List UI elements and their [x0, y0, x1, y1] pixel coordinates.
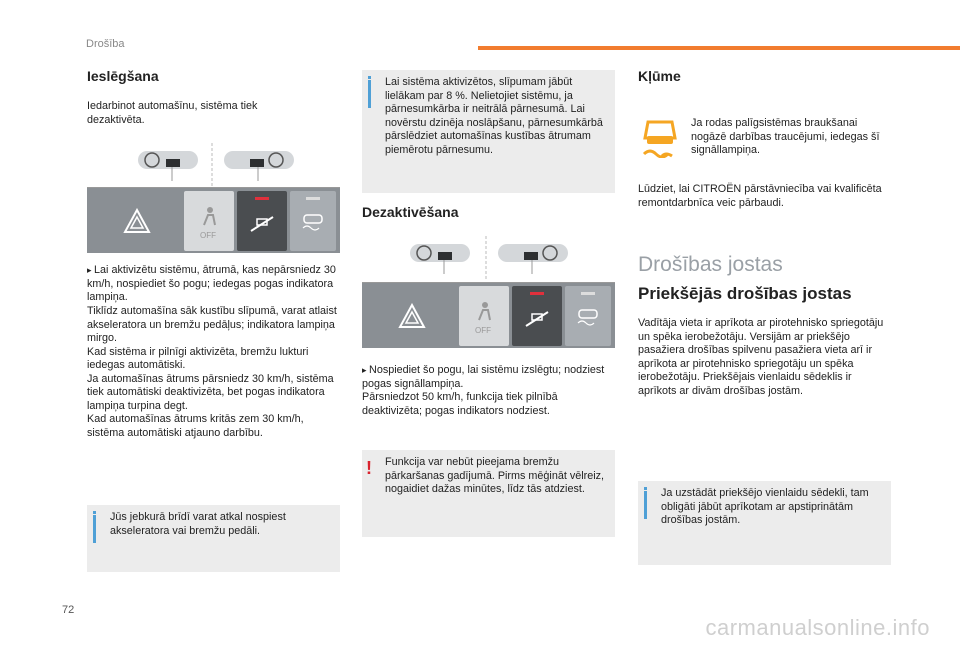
off-button: [184, 191, 234, 251]
off-label: OFF: [475, 326, 491, 335]
hazard-button: [366, 286, 456, 346]
hazard-triangle-icon: [123, 208, 151, 234]
stalk-illustration-1: [130, 143, 310, 187]
orange-header-bar: [478, 46, 960, 50]
col2-paragraph: Pārsniedzot 50 km/h, funkcija tiek pilnībā deaktivizēta; pogas indikators nodziest.: [362, 391, 558, 417]
col1-bullet: ▸ Lai aktivizētu sistēmu, ātrumā, kas nepārsniedz 30 km/h, nospiediet šo pogu; iedegas pogas indikatora lampiņa.: [87, 264, 336, 303]
hill-assist-button-active: [512, 286, 562, 346]
warning-icon: !: [366, 458, 372, 478]
hazard-triangle-icon: [398, 303, 426, 329]
col3-paragraph: Vadītāja vieta ir aprīkota ar pirotehnisko spriegotāju un spēka ierobežotāju. Versijām ar priekšējo pasažiera drošības spilvenu pasažiera vieta arī ir aprīkota ar pirotehnisko spriegotāju un spēka ierobežotāju. Priekšējais vienlaidu sēdeklis ir aprīkots ar divām drošības jostām.: [638, 317, 884, 397]
off-button: [459, 286, 509, 346]
hill-assist-fault-icon: [642, 118, 678, 158]
col3-info-box: Ja uzstādāt priekšējo vienlaidu sēdekli, tam obligāti jābūt aprīkotam ar apstiprinātām drošības jostām.: [638, 481, 891, 565]
col2-bullet: ▸ Nospiediet šo pogu, lai sistēmu izslēgtu; nodziest pogas signāllampiņa.: [362, 364, 605, 390]
col3-fault-action: Lūdziet, lai CITROËN pārstāvniecība vai kvalificēta remontdarbnīca veic pārbaudi.: [638, 183, 882, 209]
hill-assist-button-active: [237, 191, 287, 251]
hill-assist-icon: [249, 211, 275, 233]
traction-control-icon: [300, 211, 326, 231]
col1-title: Ieslēgšana: [87, 68, 159, 84]
hazard-button: [91, 191, 181, 251]
col1-info-box: Jūs jebkurā brīdī varat atkal nospiest akseleratora vai bremžu pedāli.: [87, 505, 340, 572]
hill-assist-icon: [524, 306, 550, 328]
switch-panel-2: [362, 282, 615, 348]
stalk-illustration-2: [402, 236, 582, 280]
col1-body: Tiklīdz automašīna sāk kustību slīpumā, varat atlaist akseleratora un bremžu pedāļus; indikatora lampiņa mirgo. Kad sistēma ir pilnīgi aktivizēta, bremžu lukturi iedegas automātiski. Ja automašīnas ātrums pārsniedz 30 km/h, sistēma tiek automātiski deaktivizēta, bet pogas indikatora lampiņa turpina degt. Kad automašīnas ātrums kritās zem 30 km/h, sistēma automātiski atjauno darbību.: [87, 305, 337, 439]
col2-info-box: Lai sistēma aktivizētos, slīpumam jābūt lielākam par 8 %. Nelietojiet sistēmu, ja pārnesumkārba ir neitrālā pārnesumā. Lai novērstu dzinēja noslāpšanu, pārnesumkārbā pārslēdziet automašīnas kustības ātrumam piemērotu pārnesumu.: [362, 70, 615, 193]
col2-title: Dezaktivēšana: [362, 204, 459, 220]
section-tag: Drošība: [86, 38, 125, 50]
seatbelt-off-icon: [199, 205, 221, 227]
traction-control-icon: [575, 306, 601, 326]
col3-subtitle: Priekšējās drošības jostas: [638, 284, 852, 303]
col1-intro: Iedarbinot automašīnu, sistēma tiek dezaktivēta.: [87, 100, 258, 126]
indicator-lamp: [255, 197, 269, 200]
traction-button: [290, 191, 336, 251]
seatbelt-off-icon: [474, 300, 496, 322]
switch-panel-1: [87, 187, 340, 253]
chapter-title: Drošības jostas: [638, 253, 783, 276]
traction-button: [565, 286, 611, 346]
col3-title: Kļūme: [638, 68, 681, 84]
indicator-lamp: [530, 292, 544, 295]
col3-fault-text: Ja rodas palīgsistēmas braukšanai nogāzē darbības traucējumi, iedegas šī signāllampiņa.: [691, 117, 880, 156]
off-label: OFF: [200, 231, 216, 240]
watermark: carmanualsonline.info: [705, 615, 930, 640]
col2-warning-box: ! Funkcija var nebūt pieejama bremžu pārkaršanas gadījumā. Pirms mēģināt vēlreiz, nogaidiet dažas minūtes, līdz tās atdziest.: [362, 450, 615, 537]
page-number: 72: [62, 604, 75, 616]
